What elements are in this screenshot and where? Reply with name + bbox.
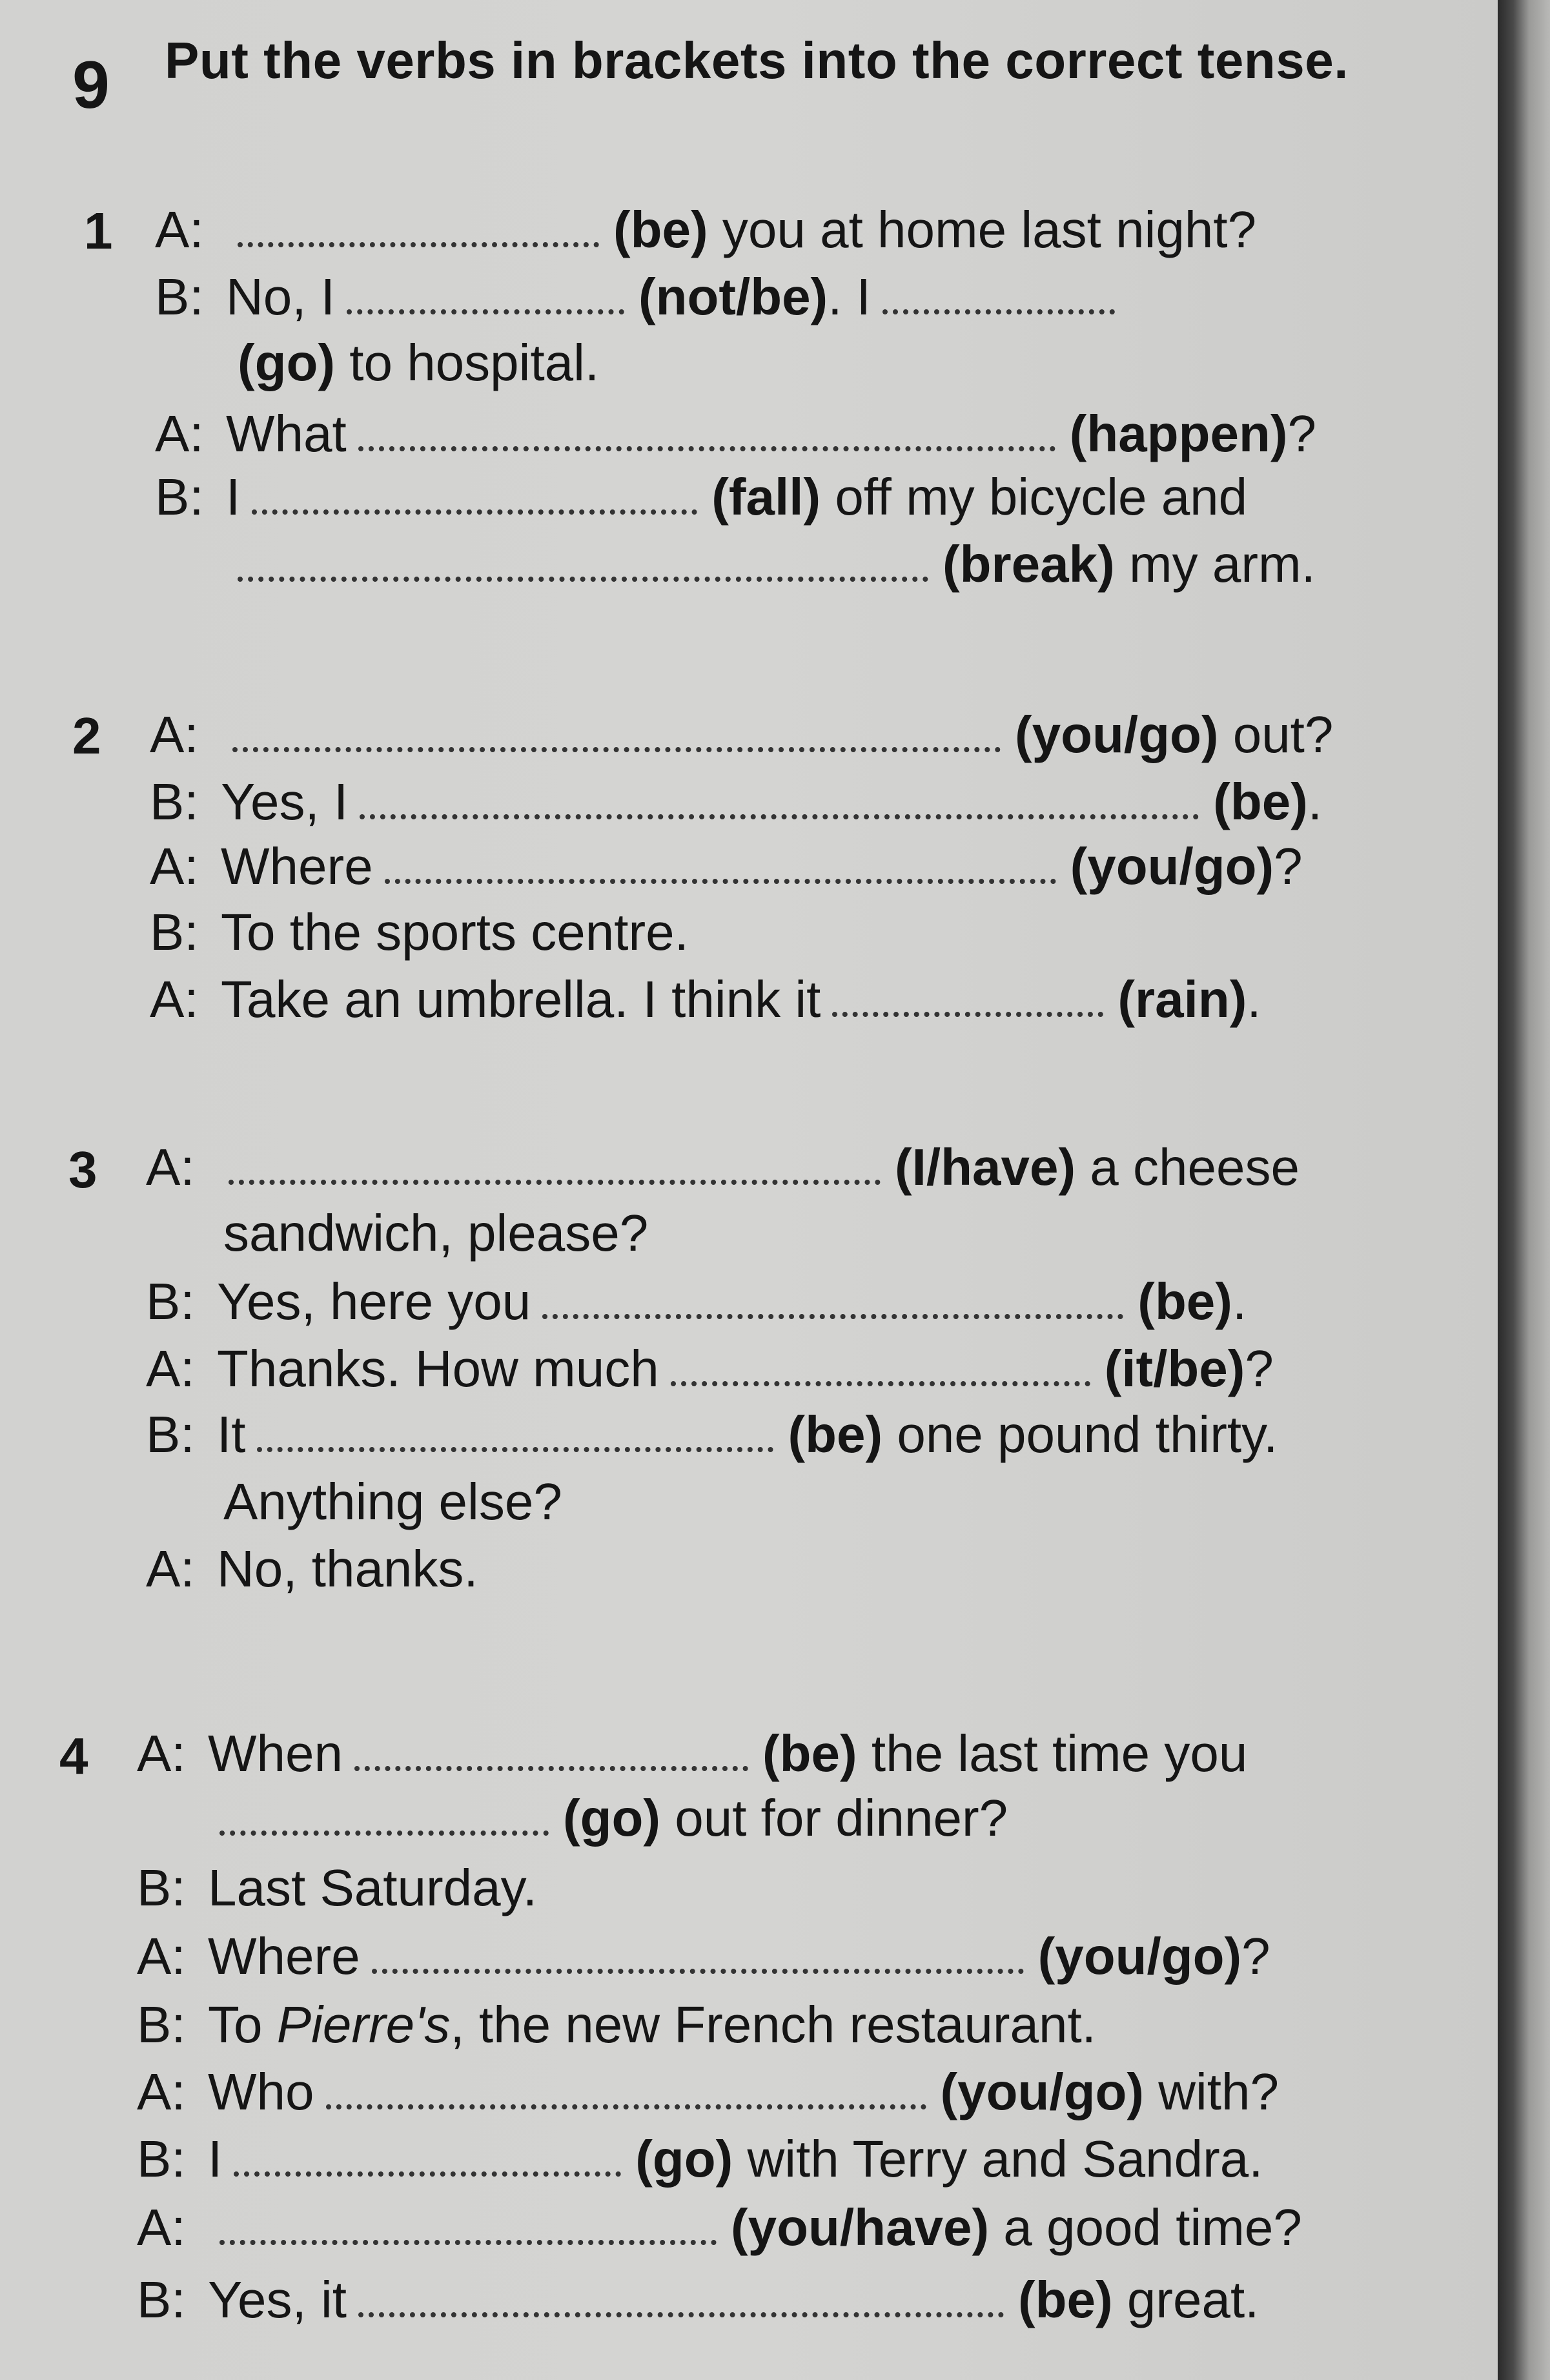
line-text: No, thanks. xyxy=(217,1540,478,1597)
speaker-label: B: xyxy=(137,1859,186,1916)
answer-blank[interactable] xyxy=(219,2236,717,2245)
line-text: you at home last night? xyxy=(708,201,1257,258)
line-text: out? xyxy=(1218,706,1334,763)
line-text: with? xyxy=(1143,2063,1279,2120)
line-text: off my bicycle and xyxy=(821,468,1248,526)
speaker-label: B: xyxy=(155,468,204,526)
line-text: out for dinner? xyxy=(660,1789,1008,1847)
verb-prompt: (be) xyxy=(1017,2271,1113,2328)
line-text: When xyxy=(208,1725,343,1782)
verb-prompt: (you/go) xyxy=(1015,706,1219,763)
line-text: ? xyxy=(1241,1927,1270,1985)
verb-prompt: (you/go) xyxy=(1070,837,1274,895)
dialogue-line xyxy=(150,903,689,961)
answer-blank[interactable] xyxy=(219,1827,549,1836)
line-text: Where xyxy=(208,1927,360,1985)
line-text: Anything else? xyxy=(223,1473,562,1530)
speaker-label: B: xyxy=(137,1996,186,2053)
speaker-label: B: xyxy=(150,773,199,830)
dialogue-line xyxy=(146,1340,1274,1397)
line-text: It xyxy=(217,1406,246,1463)
line-text: To the sports centre. xyxy=(221,903,689,961)
restaurant-name: Pierre's xyxy=(276,1996,451,2053)
line-text: ? xyxy=(1245,1340,1274,1397)
verb-prompt: (go) xyxy=(563,1789,661,1847)
line-text: To xyxy=(208,1996,277,2053)
line-text: sandwich, please? xyxy=(223,1204,649,1262)
dialogue-line xyxy=(223,1473,562,1530)
dialogue-line xyxy=(219,1789,1008,1847)
line-text: a good time? xyxy=(989,2199,1302,2256)
line-text: my arm. xyxy=(1114,535,1316,593)
answer-blank[interactable] xyxy=(326,2100,926,2109)
dialogue-line xyxy=(155,268,1129,325)
verb-prompt: (you/go) xyxy=(940,2063,1144,2120)
line-text: great. xyxy=(1112,2271,1259,2328)
answer-blank[interactable] xyxy=(671,1377,1090,1386)
line-text: a cheese xyxy=(1076,1138,1300,1196)
dialogue-line xyxy=(146,1273,1247,1330)
line-text: to hospital. xyxy=(335,334,600,391)
answer-blank[interactable] xyxy=(229,1176,881,1185)
line-text: Where xyxy=(221,837,373,895)
speaker-label: A: xyxy=(137,2199,186,2256)
line-text: No, I xyxy=(226,268,335,325)
dialogue-number: 4 xyxy=(59,1727,88,1785)
line-text: . I xyxy=(828,268,871,325)
dialogue-line xyxy=(137,1996,1096,2053)
verb-prompt: (rain) xyxy=(1117,970,1247,1028)
answer-blank[interactable] xyxy=(238,238,599,247)
answer-blank[interactable] xyxy=(252,506,697,515)
answer-blank[interactable] xyxy=(257,1443,773,1452)
verb-prompt: (not/be) xyxy=(638,268,828,325)
dialogue-line xyxy=(150,837,1303,895)
answer-blank[interactable] xyxy=(360,810,1199,819)
dialogue-line xyxy=(150,706,1334,763)
answer-blank[interactable] xyxy=(832,1008,1103,1017)
dialogue-line xyxy=(238,334,600,391)
line-text: Take an umbrella. I think it xyxy=(221,970,821,1028)
speaker-label: A: xyxy=(155,405,204,462)
dialogue-line xyxy=(150,773,1323,830)
dialogue-line xyxy=(137,1927,1270,1985)
dialogue-line xyxy=(238,535,1316,593)
answer-blank[interactable] xyxy=(354,1762,748,1771)
speaker-label: A: xyxy=(150,970,199,1028)
line-text: Last Saturday. xyxy=(208,1859,537,1916)
verb-prompt: (you/have) xyxy=(731,2199,990,2256)
line-text: Yes, I xyxy=(221,773,349,830)
speaker-label: B: xyxy=(150,903,199,961)
speaker-label: A: xyxy=(150,837,199,895)
dialogue-line xyxy=(155,201,1257,258)
speaker-label: A: xyxy=(146,1138,195,1196)
speaker-label: B: xyxy=(146,1273,195,1330)
speaker-label: A: xyxy=(137,1927,186,1985)
dialogue-line xyxy=(150,970,1261,1028)
speaker-label: A: xyxy=(146,1540,195,1597)
answer-blank[interactable] xyxy=(232,743,1001,752)
line-text: ? xyxy=(1274,837,1303,895)
verb-prompt: (go) xyxy=(635,2130,733,2188)
dialogue-line xyxy=(137,2271,1259,2328)
dialogue-number: 2 xyxy=(72,707,101,764)
speaker-label: B: xyxy=(137,2130,186,2188)
speaker-label: B: xyxy=(146,1406,195,1463)
dialogue-line xyxy=(137,2199,1302,2256)
dialogue-line xyxy=(146,1406,1278,1463)
dialogue-line xyxy=(223,1204,649,1262)
verb-prompt: (I/have) xyxy=(895,1138,1076,1196)
dialogue-line xyxy=(155,405,1316,462)
line-text: the last time you xyxy=(857,1725,1248,1782)
exercise-instruction: Put the verbs in brackets into the correct tense. xyxy=(165,32,1349,89)
speaker-label: A: xyxy=(137,2063,186,2120)
verb-prompt: (be) xyxy=(762,1725,857,1782)
answer-blank[interactable] xyxy=(372,1965,1024,1974)
line-text: I xyxy=(208,2130,223,2188)
dialogue-line xyxy=(137,1859,537,1916)
answer-blank[interactable] xyxy=(234,2168,621,2177)
answer-blank[interactable] xyxy=(347,305,624,314)
line-text: . xyxy=(1232,1273,1247,1330)
dialogue-number: 1 xyxy=(84,202,113,260)
line-text: Yes, it xyxy=(208,2271,347,2328)
line-text: Yes, here you xyxy=(217,1273,531,1330)
answer-blank[interactable] xyxy=(882,305,1115,314)
verb-prompt: (be) xyxy=(788,1406,883,1463)
speaker-label: A: xyxy=(150,706,199,763)
dialogue-number: 3 xyxy=(68,1141,97,1198)
verb-prompt: (be) xyxy=(1137,1273,1232,1330)
verb-prompt: (be) xyxy=(1213,773,1308,830)
verb-prompt: (happen) xyxy=(1069,405,1288,462)
verb-prompt: (break) xyxy=(943,535,1115,593)
speaker-label: B: xyxy=(137,2271,186,2328)
speaker-label: A: xyxy=(155,201,204,258)
speaker-label: B: xyxy=(155,268,204,325)
answer-blank[interactable] xyxy=(385,875,1056,884)
line-text: one pound thirty. xyxy=(882,1406,1278,1463)
line-text: Thanks. How much xyxy=(217,1340,659,1397)
line-text: I xyxy=(226,468,241,526)
verb-prompt: (be) xyxy=(613,201,708,258)
line-text: What xyxy=(226,405,347,462)
line-text: , the new French restaurant. xyxy=(450,1996,1096,2053)
dialogue-line xyxy=(137,2063,1279,2120)
line-text: . xyxy=(1247,970,1261,1028)
answer-blank[interactable] xyxy=(358,442,1055,451)
speaker-label: A: xyxy=(146,1340,195,1397)
verb-prompt: (go) xyxy=(238,334,336,391)
dialogue-line xyxy=(137,2130,1263,2188)
answer-blank[interactable] xyxy=(238,573,928,582)
dialogue-line xyxy=(155,468,1248,526)
exercise-number: 9 xyxy=(72,48,110,123)
line-text: Who xyxy=(208,2063,314,2120)
line-text: with Terry and Sandra. xyxy=(733,2130,1263,2188)
verb-prompt: (it/be) xyxy=(1104,1340,1245,1397)
line-text: ? xyxy=(1287,405,1316,462)
page-shadow-edge xyxy=(1498,0,1550,2380)
dialogue-line xyxy=(146,1540,478,1597)
answer-blank[interactable] xyxy=(542,1310,1123,1319)
answer-blank[interactable] xyxy=(358,2308,1004,2317)
verb-prompt: (fall) xyxy=(711,468,821,526)
dialogue-line xyxy=(146,1138,1300,1196)
speaker-label: A: xyxy=(137,1725,186,1782)
dialogue-line xyxy=(137,1725,1248,1782)
verb-prompt: (you/go) xyxy=(1037,1927,1242,1985)
line-text: . xyxy=(1307,773,1323,830)
